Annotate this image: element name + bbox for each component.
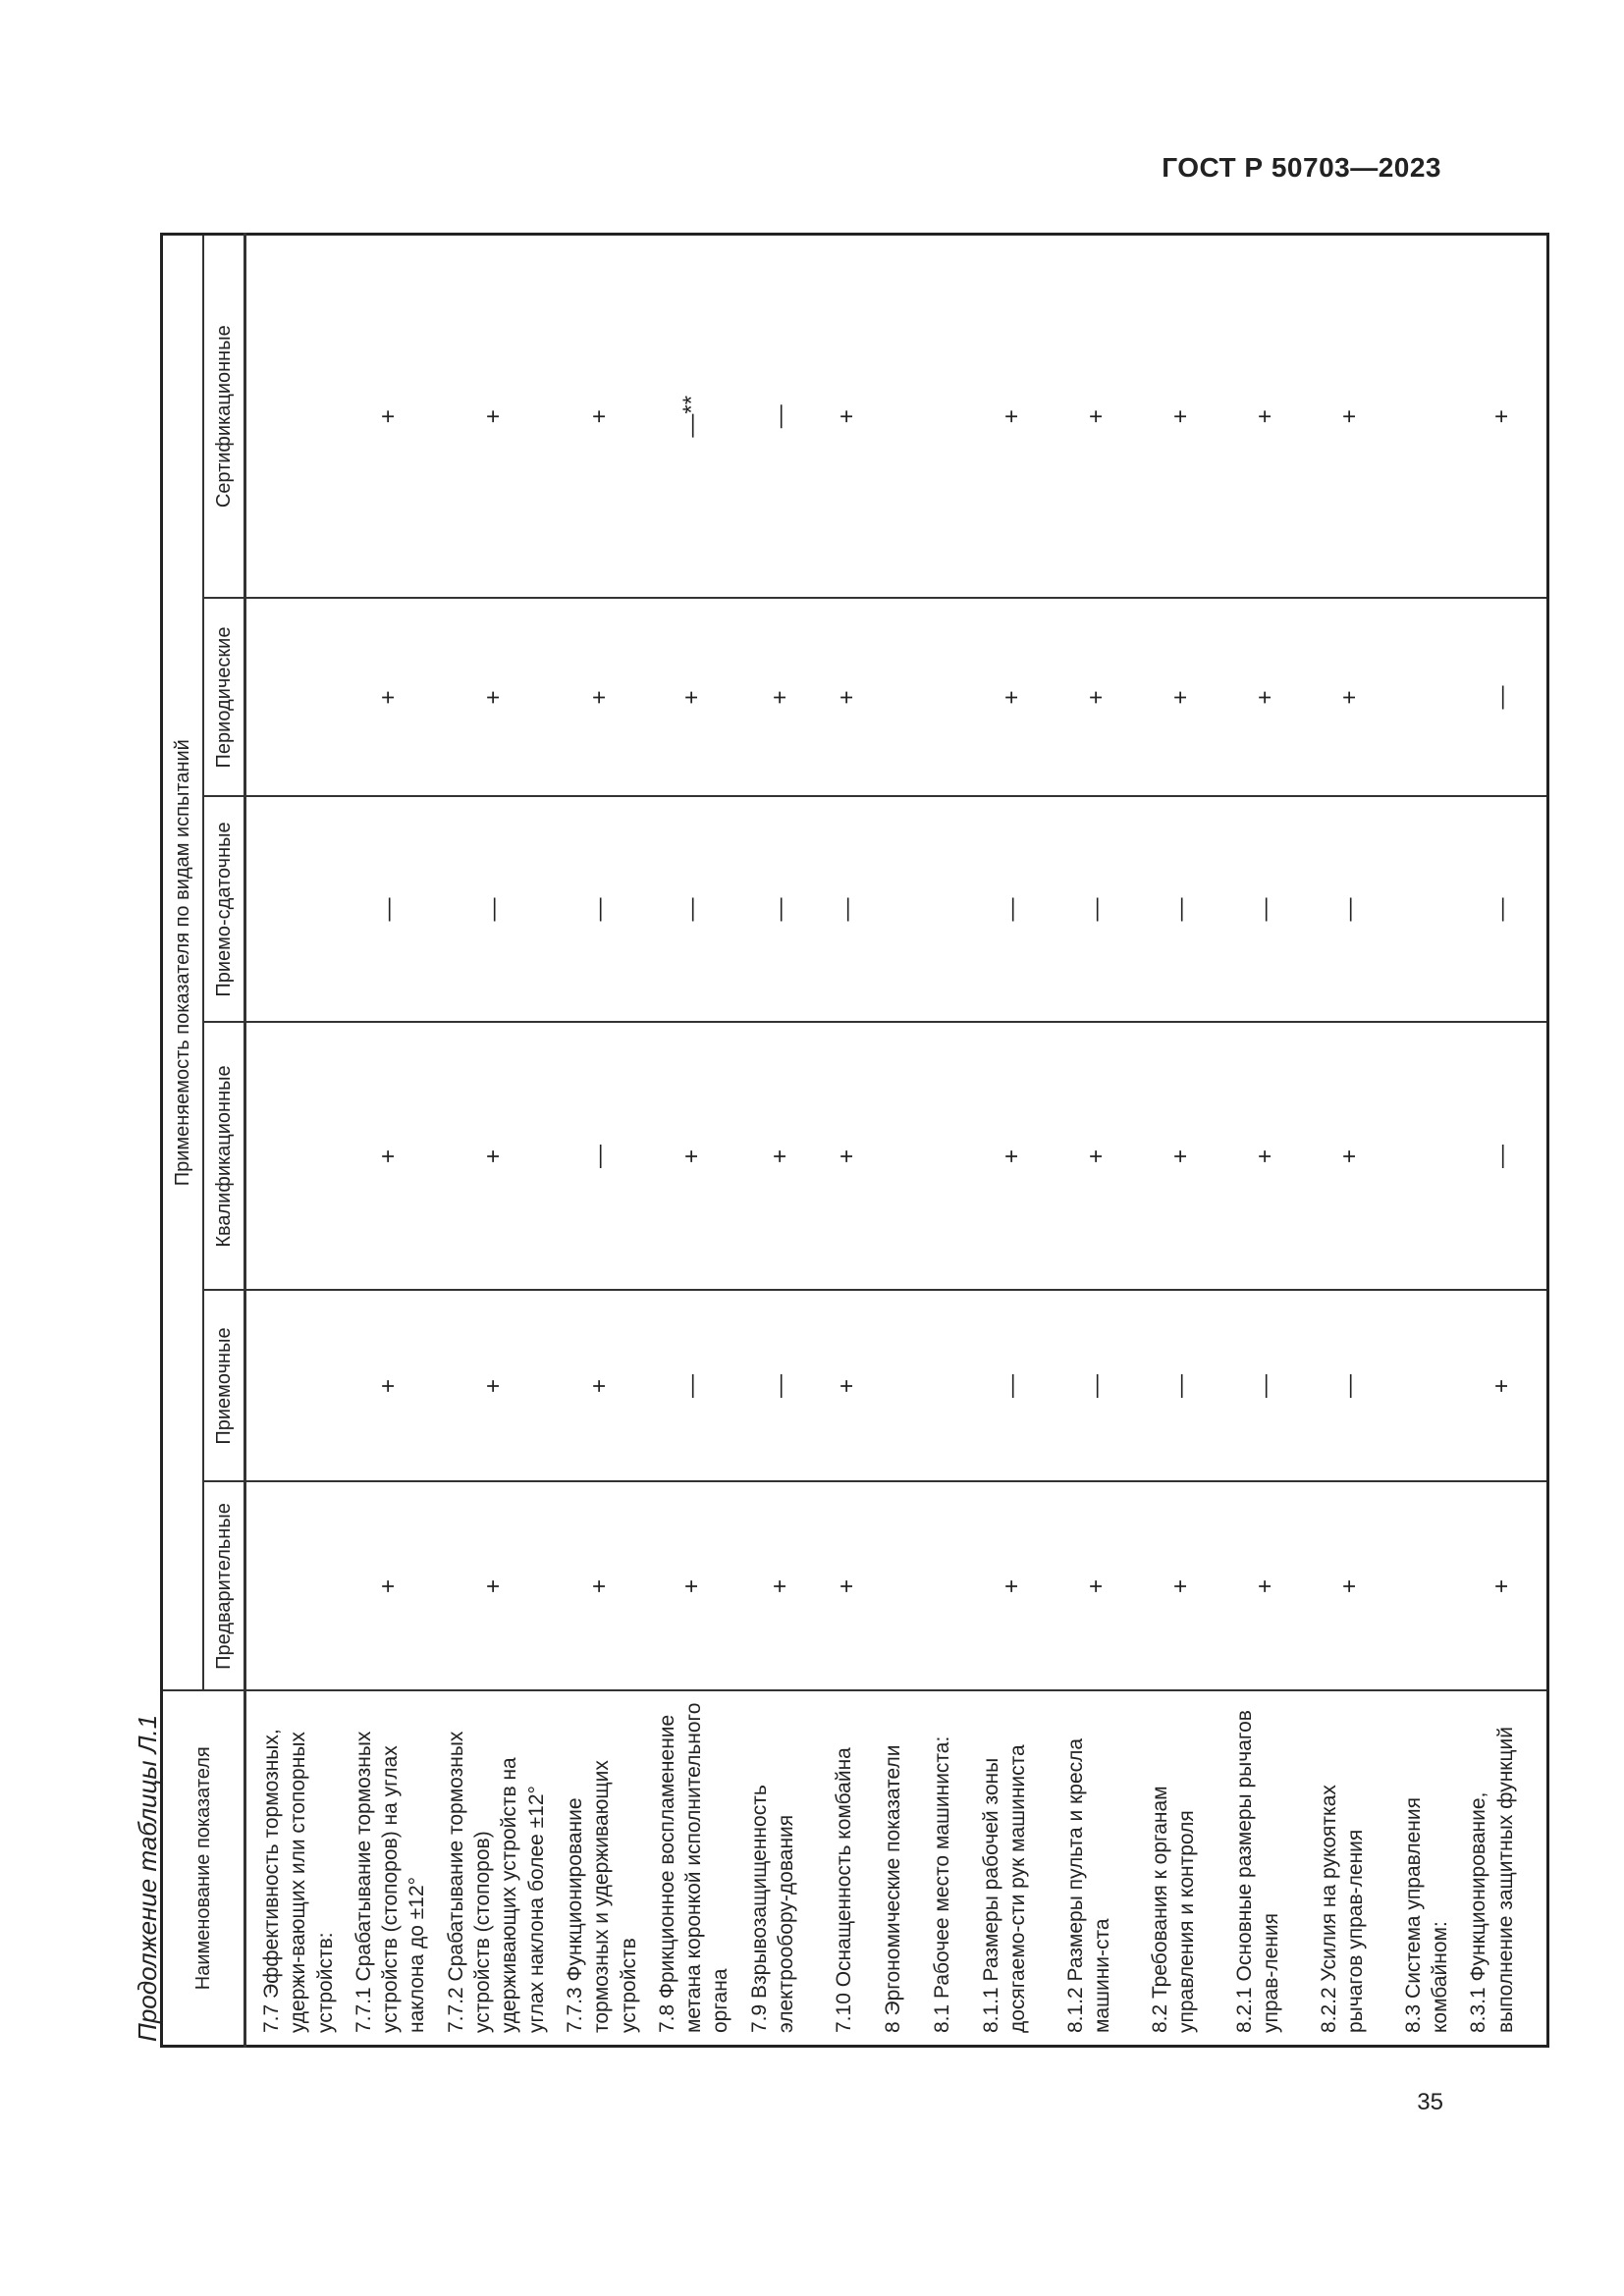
applicability-mark: + — [1139, 1023, 1223, 1291]
applicability-mark: + — [1457, 1482, 1547, 1691]
applicability-mark: + — [1457, 1291, 1547, 1482]
applicability-mark: + — [343, 599, 435, 797]
applicability-mark: + — [343, 1482, 435, 1691]
test-type-header: Приемочные — [203, 1291, 245, 1482]
applicability-mark: — — [1457, 1023, 1547, 1291]
table-row — [435, 234, 554, 2046]
applicability-mark — [1392, 797, 1458, 1023]
applicability-mark: + — [1308, 1482, 1392, 1691]
applicability-mark: + — [823, 1482, 872, 1691]
applicability-mark: — — [1223, 797, 1308, 1023]
applicability-mark: + — [738, 1023, 823, 1291]
applicability-mark: — — [970, 797, 1055, 1023]
applicability-mark — [872, 797, 921, 1023]
applicability-mark: —** — [646, 234, 738, 598]
applicability-mark: + — [1055, 234, 1139, 598]
applicability-mark: + — [1055, 599, 1139, 797]
applicability-mark — [250, 1482, 343, 1691]
applicability-mark — [1392, 599, 1458, 797]
applicability-mark — [872, 1291, 921, 1482]
applicability-mark: + — [970, 234, 1055, 598]
applicability-mark — [872, 1023, 921, 1291]
applicability-mark: + — [1223, 599, 1308, 797]
applicability-mark: + — [646, 599, 738, 797]
table-row — [1457, 234, 1547, 2046]
applicability-mark — [921, 234, 970, 598]
table-row — [823, 234, 872, 2046]
table-row — [872, 234, 921, 2046]
applicability-mark: — — [554, 1023, 646, 1291]
applicability-mark: + — [435, 1291, 554, 1482]
test-type-header: Квалификационные — [203, 1023, 245, 1291]
applicability-mark — [250, 1023, 343, 1291]
applicability-mark — [921, 1023, 970, 1291]
indicator-name: 7.9 Взрывозащищенность электрообору-дования — [738, 1691, 823, 2047]
applicability-mark — [1392, 234, 1458, 598]
table-row — [921, 234, 970, 2046]
table-row — [554, 234, 646, 2046]
indicator-name: 8.1.2 Размеры пульта и кресла машини-ста — [1055, 1691, 1139, 2047]
applicability-mark — [921, 797, 970, 1023]
indicator-name: 8 Эргономические показатели — [872, 1691, 921, 2047]
applicability-mark: + — [1308, 599, 1392, 797]
indicator-name: 7.7 Эффективность тормозных, удержи-вающих или стопорных устройств: — [250, 1691, 343, 2047]
applicability-mark: — — [1139, 797, 1223, 1023]
applicability-mark: + — [738, 1482, 823, 1691]
indicator-name: 8.1 Рабочее место машиниста: — [921, 1691, 970, 2047]
applicability-mark: — — [1055, 1291, 1139, 1482]
table-row — [343, 234, 435, 2046]
applicability-mark — [250, 797, 343, 1023]
table-row — [1139, 234, 1223, 2046]
applicability-mark: + — [343, 1291, 435, 1482]
applicability-mark: + — [554, 1482, 646, 1691]
applicability-mark — [1392, 1023, 1458, 1291]
applicability-mark: — — [1139, 1291, 1223, 1482]
applicability-mark: + — [343, 234, 435, 598]
applicability-mark: + — [738, 599, 823, 797]
applicability-mark: + — [1308, 234, 1392, 598]
applicability-mark: — — [1055, 797, 1139, 1023]
applicability-mark — [1392, 1291, 1458, 1482]
test-type-header: Периодические — [203, 599, 245, 797]
applicability-mark: + — [554, 234, 646, 598]
applicability-mark: — — [1223, 1291, 1308, 1482]
applicability-mark: + — [554, 1291, 646, 1482]
applicability-mark: + — [1139, 1482, 1223, 1691]
indicator-name: 7.7.2 Срабатывание тормозных устройств (стопоров) удерживающих устройств на углах наклона более ±12° — [435, 1691, 554, 2047]
applicability-mark — [921, 1482, 970, 1691]
applicability-mark: + — [554, 599, 646, 797]
applicability-mark: + — [823, 1291, 872, 1482]
applicability-mark: + — [823, 599, 872, 797]
applicability-mark — [872, 1482, 921, 1691]
indicator-name: 7.7.1 Срабатывание тормозных устройств (стопоров) на углах наклона до ±12° — [343, 1691, 435, 2047]
applicability-mark: + — [435, 1023, 554, 1291]
applicability-mark — [921, 1291, 970, 1482]
applicability-table — [160, 233, 1549, 2048]
table-body — [250, 234, 1547, 2046]
applicability-mark: + — [1139, 234, 1223, 598]
applicability-mark: + — [823, 234, 872, 598]
applicability-mark: — — [1457, 599, 1547, 797]
indicator-name: 7.7.3 Функционирование тормозных и удерживающих устройств — [554, 1691, 646, 2047]
indicator-name: 8.3.1 Функционирование, выполнение защитных функций — [1457, 1691, 1547, 2047]
applicability-mark: + — [970, 1023, 1055, 1291]
applicability-mark: — — [1457, 797, 1547, 1023]
applicability-mark: — — [823, 797, 872, 1023]
applicability-mark: + — [435, 1482, 554, 1691]
document-standard-id: ГОСТ Р 50703—2023 — [1162, 152, 1441, 183]
applicability-mark: + — [435, 234, 554, 598]
applicability-mark: + — [435, 599, 554, 797]
applicability-mark: + — [1223, 234, 1308, 598]
applicability-mark: + — [1308, 1023, 1392, 1291]
applicability-mark: + — [1223, 1023, 1308, 1291]
applicability-mark: — — [554, 797, 646, 1023]
applicability-mark: — — [970, 1291, 1055, 1482]
test-type-header: Приемо-сдаточные — [203, 797, 245, 1023]
applicability-mark: — — [343, 797, 435, 1023]
applicability-mark: — — [738, 797, 823, 1023]
applicability-mark: + — [1055, 1023, 1139, 1291]
rotated-table-container — [160, 236, 1517, 2048]
applicability-mark: + — [970, 1482, 1055, 1691]
table-row — [738, 234, 823, 2046]
test-type-header: Сертификационные — [203, 234, 245, 598]
table-row — [250, 234, 343, 2046]
applicability-mark: — — [435, 797, 554, 1023]
indicator-name: 8.1.1 Размеры рабочей зоны досягаемо-сти рук машиниста — [970, 1691, 1055, 2047]
applicability-mark: + — [1457, 234, 1547, 598]
applicability-mark: + — [646, 1482, 738, 1691]
test-type-header: Предварительные — [203, 1482, 245, 1691]
table-row — [1055, 234, 1139, 2046]
applicability-mark: + — [970, 599, 1055, 797]
indicator-name: 8.2.2 Усилия на рукоятках рычагов управ-ления — [1308, 1691, 1392, 2047]
indicator-name: 7.10 Оснащенность комбайна — [823, 1691, 872, 2047]
table-row — [1308, 234, 1392, 2046]
applicability-mark: + — [1223, 1482, 1308, 1691]
applicability-mark — [250, 234, 343, 598]
indicator-name: 8.3 Система управления комбайном: — [1392, 1691, 1458, 2047]
applicability-mark: — — [646, 797, 738, 1023]
applicability-mark — [872, 599, 921, 797]
applicability-mark: — — [646, 1291, 738, 1482]
page-number: 35 — [1417, 2089, 1443, 2115]
applicability-mark — [250, 599, 343, 797]
applicability-mark — [1392, 1482, 1458, 1691]
applicability-mark: — — [738, 1291, 823, 1482]
table-row — [1223, 234, 1308, 2046]
applicability-mark — [250, 1291, 343, 1482]
column-header-name: Наименование показателя — [162, 1691, 245, 2047]
indicator-name: 8.2.1 Основные размеры рычагов управ-ления — [1223, 1691, 1308, 2047]
applicability-mark: — — [1308, 797, 1392, 1023]
applicability-mark: + — [1055, 1482, 1139, 1691]
table-row — [970, 234, 1055, 2046]
applicability-mark: + — [343, 1023, 435, 1291]
applicability-mark: + — [646, 1023, 738, 1291]
applicability-mark — [921, 599, 970, 797]
applicability-mark: — — [738, 234, 823, 598]
table-row — [646, 234, 738, 2046]
table-row — [1392, 234, 1458, 2046]
applicability-mark — [872, 234, 921, 598]
applicability-mark: + — [823, 1023, 872, 1291]
indicator-name: 7.8 Фрикционное воспламенение метана коронкой исполнительного органа — [646, 1691, 738, 2047]
applicability-mark: + — [1139, 599, 1223, 797]
applicability-mark: — — [1308, 1291, 1392, 1482]
indicator-name: 8.2 Требования к органам управления и контроля — [1139, 1691, 1223, 2047]
table-caption: Продолжение таблицы Л.1 — [133, 1714, 162, 2042]
group-header: Применяемость показателя по видам испытаний — [162, 234, 204, 1690]
